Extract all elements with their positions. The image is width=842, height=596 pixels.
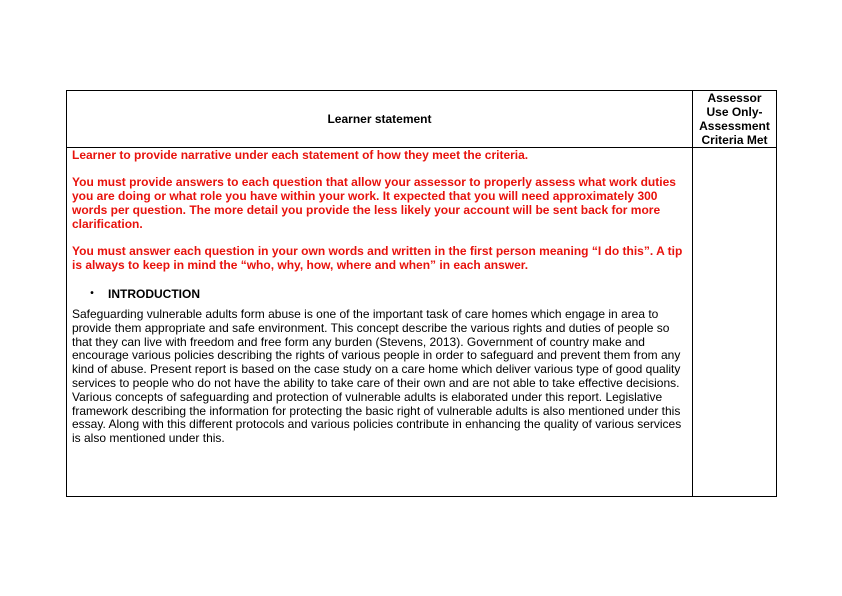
- header-assessor-line: Use Only-: [706, 105, 763, 119]
- narrative-paragraph: Safeguarding vulnerable adults form abuse is one of the important task of care homes which engage in area to provide them appropriate and safe environment. This concept describe the various rights and duties of people so that they can live with freedom and free form any burden (Stevens, 2013). Government of country make and encourage various policies describing the rights of various people in order to safeguard and prevent them from any kind of abuse. Present report is based on the case study on a care home which deliver various type of good quality services to people who do not have the ability to take care of their own and are not able to take effective decisions. Various concepts of safeguarding and protection of vulnerable adults is elaborated under this report. Legislative framework describing the information for protecting the basic right of vulnerable adults is also mentioned under this essay. Along with this different protocols and various policies contribute in enhancing the quality of various services is also mentioned under this.: [72, 307, 682, 446]
- instruction-paragraph: You must answer each question in your own words and written in the first person meaning “I do this”. A tip is always to keep in mind the “who, why, how, where and when” in each answer.: [72, 244, 683, 272]
- instruction-paragraph: You must provide answers to each question that allow your assessor to properly assess what work duties you are doing or what role you have within your work. It expected that you will need approximately 300 words per question. The more detail you provide the less likely your account will be sent back for more clarification.: [72, 175, 676, 231]
- header-assessor-use: [693, 91, 776, 147]
- header-learner-label: Learner statement: [327, 112, 432, 126]
- bullet-icon: •: [90, 288, 94, 299]
- instruction-paragraph: Learner to provide narrative under each statement of how they meet the criteria.: [72, 148, 529, 162]
- learner-statement-cell[interactable]: [72, 148, 689, 446]
- header-assessor-line: Criteria Met: [701, 133, 768, 147]
- header-assessor-line: Assessment: [699, 119, 770, 133]
- section-heading-text: INTRODUCTION: [108, 287, 200, 301]
- column-divider: [692, 91, 693, 496]
- section-heading: [72, 287, 689, 301]
- assessment-table: [66, 90, 777, 497]
- header-learner-statement: [67, 91, 692, 147]
- header-assessor-line: Assessor: [707, 91, 762, 105]
